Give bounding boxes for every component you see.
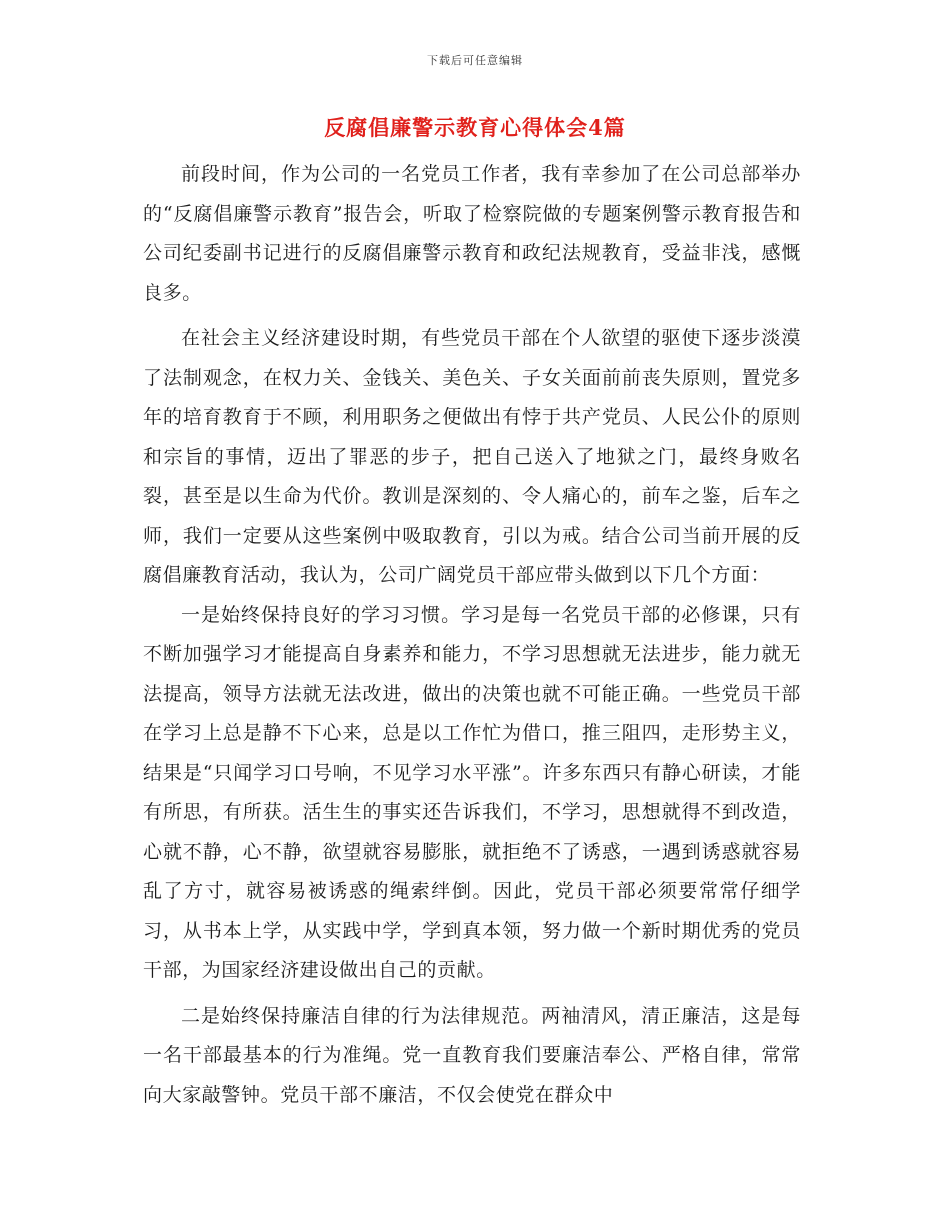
- paragraph-4: 二是始终保持廉洁自律的行为法律规范。两袖清风，清正廉洁，这是每一名干部最基本的行为准绳。党一直教育我们要廉洁奉公、严格自律，常常向大家敲警钟。党员干部不廉洁，不仅会使党在群众中: [143, 1004, 801, 1106]
- header-note: 下载后可任意编辑: [427, 54, 523, 67]
- document-body: [143, 155, 801, 1115]
- paragraph-3: 一是始终保持良好的学习习惯。学习是每一名党员干部的必修课，只有不断加强学习才能提高自身素养和能力，不学习思想就无法进步，能力就无法提高，领导方法就无法改进，做出的决策也就不可能正确。一些党员干部在学习上总是静不下心来，总是以工作忙为借口，推三阻四，走形势主义，结果是“只闻学习口号响，不见学习水平涨”。许多东西只有静心研读，才能有所思，有所获。活生生的事实还告诉我们，不学习，思想就得不到改造，心就不静，心不静，欲望就容易膨胀，就拒绝不了诱惑，一遇到诱惑就容易乱了方寸，就容易被诱惑的绳索绊倒。因此，党员干部必须要常常仔细学习，从书本上学，从实践中学，学到真本领，努力做一个新时期优秀的党员干部，为国家经济建设做出自己的贡献。: [143, 603, 801, 981]
- paragraph-2: 在社会主义经济建设时期，有些党员干部在个人欲望的驱使下逐步淡漠了法制观念，在权力关、金钱关、美色关、子女关面前前丧失原则，置党多年的培育教育于不顾，利用职务之便做出有悖于共产党员、人民公仆的原则和宗旨的事情，迈出了罪恶的步子，把自己送入了地狱之门，最终身败名裂，甚至是以生命为代价。教训是深刻的、令人痛心的，前车之鉴，后车之师，我们一定要从这些案例中吸取教育，引以为戒。结合公司当前开展的反腐倡廉教育活动，我认为，公司广阔党员干部应带头做到以下几个方面：: [143, 327, 801, 586]
- paragraph-1: 前段时间，作为公司的一名党员工作者，我有幸参加了在公司总部举办的“反腐倡廉警示教育”报告会，听取了检察院做的专题案例警示教育报告和公司纪委副书记进行的反腐倡廉警示教育和政纪法规教育，受益非浅，感慨良多。: [143, 163, 801, 304]
- document-title: 反腐倡廉警示教育心得体会4篇: [324, 115, 626, 140]
